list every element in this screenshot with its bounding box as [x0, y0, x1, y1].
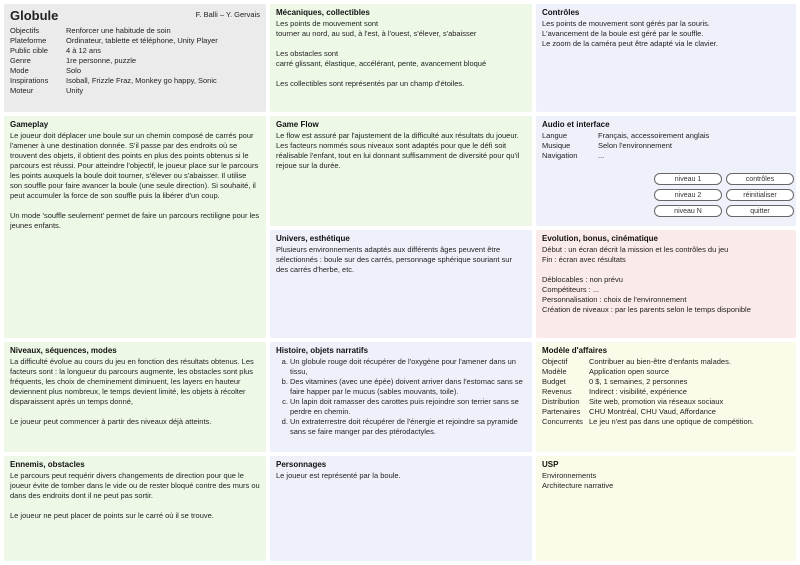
paragraph: Un mode 'souffle seulement' permet de faire un parcours rectiligne pour les jeunes enfants.: [10, 211, 260, 230]
field-key: Musique: [542, 141, 571, 150]
section-title: USP: [542, 460, 559, 469]
header-panel: [4, 4, 266, 112]
field-row: [542, 367, 790, 377]
field-value: Français, accessoirement anglais: [598, 131, 710, 140]
text-line: Les collectibles sont représentés par un champ d'étoiles.: [276, 79, 465, 88]
section-title: Univers, esthétique: [276, 234, 350, 243]
paragraph: La difficulté évolue au cours du jeu en fonction des résultats obtenus. Les facteurs sont : la longueur du parcours augmente, les obstacles sont plus fréquents, les choix de cheminement diminuent, les layers en hauteur deviennent plus nombreux, le temps devient limité, les objets à récolter disparaissent après un temps donné,: [10, 357, 254, 406]
field-row: [10, 36, 260, 46]
paragraph: Le flow est assuré par l'ajustement de la difficulté aux résultats du joueur. Les facteurs nommés sous niveaux sont adaptés pour que le défi soit réalisable l'enfant, tout en lui donnant suffisamment de diversité pour qu'il rejoue sur la durée.: [276, 131, 520, 170]
text-line: Les points de mouvement sont: [276, 19, 379, 28]
text-line: Compétiteurs : ...: [542, 285, 600, 294]
reinitialiser-button[interactable]: réinitialiser: [726, 189, 794, 201]
field-row: [10, 46, 260, 56]
paragraph: Le joueur ne peut placer de points sur le carré où il se trouve.: [10, 511, 214, 520]
text-line: Architecture narrative: [542, 481, 614, 490]
field-value: 4 à 12 ans: [66, 46, 102, 55]
field-key: Concurrents: [542, 417, 583, 426]
field-row: [10, 66, 260, 76]
section-title: Mécaniques, collectibles: [276, 8, 370, 17]
field-value: 0 $, 1 semaines, 2 personnes: [589, 377, 688, 386]
field-key: Moteur: [10, 86, 34, 95]
section-title: Evolution, bonus, cinématique: [542, 234, 659, 243]
paragraph: Plusieurs environnements adaptés aux différents âges peuvent être sélectionnés : boule sur des carrés, personnage sphérique souriant sur des carrés d'herbe, etc.: [276, 245, 512, 274]
field-value: Site web, promotion via réseaux sociaux: [589, 397, 724, 406]
field-key: Modèle: [542, 367, 567, 376]
section-title: Game Flow: [276, 120, 319, 129]
list-item: b. Des vitamines (avec une épée) doivent arriver dans l'estomac sans se faire happer par le mucus (sables mouvants, toile).: [290, 377, 526, 397]
field-key: Revenus: [542, 387, 572, 396]
section-title: Niveaux, séquences, modes: [10, 346, 117, 355]
field-value: ...: [598, 151, 605, 160]
niveau-1-button[interactable]: niveau 1: [654, 173, 722, 185]
text-line: Les obstacles sont: [276, 49, 339, 58]
field-row: [542, 387, 790, 397]
field-row: [542, 397, 790, 407]
story-list: [276, 357, 526, 437]
field-value: 1re personne, puzzle: [66, 56, 137, 65]
field-value: Le jeu n'est pas dans une optique de compétition.: [589, 417, 754, 426]
field-row: [542, 357, 790, 367]
field-value: CHU Montréal, CHU Vaud, Affordance: [589, 407, 716, 416]
paragraph: Le parcours peut requérir divers changements de direction pour que le joueur évite de tomber dans le vide ou de rester bloqué contre des murs ou dans des endroits dont il ne peut pas sortir.: [10, 471, 260, 500]
field-value: Indirect : visibilité, expérience: [589, 387, 687, 396]
controles-button[interactable]: contrôles: [726, 173, 794, 185]
field-row: [542, 151, 790, 161]
controles-panel: [536, 4, 796, 112]
field-value: Renforcer une habitude de soin: [66, 26, 171, 35]
text-line: Fin : écran avec résultats: [542, 255, 626, 264]
field-value: Ordinateur, tablette et téléphone, Unity Player: [66, 36, 218, 45]
section-title: Contrôles: [542, 8, 580, 17]
field-value: Solo: [66, 66, 82, 75]
section-title: Personnages: [276, 460, 327, 469]
field-row: [542, 417, 790, 427]
niveaux-panel: [4, 342, 266, 452]
section-title: Ennemis, obstacles: [10, 460, 85, 469]
section-title: Histoire, objets narratifs: [276, 346, 369, 355]
field-value: Unity: [66, 86, 84, 95]
field-row: [10, 86, 260, 96]
field-key: Budget: [542, 377, 566, 386]
document-title: Globule: [10, 8, 59, 23]
paragraph: Le joueur doit déplacer une boule sur un chemin composé de carrés pour l'amener à une destination donnée. S'il passe par des endroits où se trouvent des objets, il obtient des points en plus des points obtenus si le parcours est réussi. Pour atteindre l'objectif, le joueur place sur le parcours les points auxquels la boule doit tourner, s'élever ou s'abaisser. Il utilise son souffle pour faire avancer la boule (une seule direction). Si souhaité, il peut accumuler la force de son souffle puis la libérer d'un coup.: [10, 131, 259, 200]
field-value: Isoball, Frizzle Fraz, Monkey go happy, Sonic: [66, 76, 217, 85]
usp-panel: [536, 456, 796, 561]
text-line: tourner au nord, au sud, à l'est, à l'ouest, s'élever, s'abaisser: [276, 29, 477, 38]
field-row: [542, 377, 790, 387]
paragraph: Le joueur peut commencer à partir des niveaux déjà atteints.: [10, 417, 212, 426]
field-row: [10, 76, 260, 86]
text-line: Début : un écran décrit la mission et les contrôles du jeu: [542, 245, 729, 254]
niveau-2-button[interactable]: niveau 2: [654, 189, 722, 201]
field-row: [542, 131, 790, 141]
paragraph: Le joueur est représenté par la boule.: [276, 471, 401, 480]
text-line: L'avancement de la boule est géré par le souffle.: [542, 29, 704, 38]
header-fields: [10, 26, 260, 96]
text-line: Environnements: [542, 471, 597, 480]
field-key: Langue: [542, 131, 568, 140]
text-line: Personnalisation : choix de l'environnement: [542, 295, 687, 304]
field-value: Selon l'environnement: [598, 141, 672, 150]
section-title: Modèle d'affaires: [542, 346, 608, 355]
field-key: Mode: [10, 66, 29, 75]
list-item: d. Un extraterrestre doit récupérer de l'énergie et rejoindre sa pyramide sans se faire manger par des ptérodactyles.: [290, 417, 526, 437]
section-title: Audio et interface: [542, 120, 610, 129]
evolution-panel: [536, 230, 796, 338]
field-row: [10, 26, 260, 36]
field-key: Objectifs: [10, 26, 40, 35]
text-line: Le zoom de la caméra peut être adapté via le clavier.: [542, 39, 718, 48]
gameflow-panel: [270, 116, 532, 226]
ennemis-panel: [4, 456, 266, 561]
text-line: Création de niveaux : par les parents selon le temps disponible: [542, 305, 751, 314]
list-item: c. Un lapin doit ramasser des carottes puis rejoindre son terrier sans se perdre en chemin.: [290, 397, 526, 417]
field-key: Distribution: [542, 397, 580, 406]
field-row: [542, 407, 790, 417]
quitter-button[interactable]: quitter: [726, 205, 794, 217]
mecaniques-panel: [270, 4, 532, 112]
field-value: Application open source: [589, 367, 670, 376]
field-key: Genre: [10, 56, 31, 65]
field-key: Inspirations: [10, 76, 49, 85]
audio-panel: [536, 116, 796, 226]
authors: F. Balli – Y. Gervais: [195, 10, 260, 19]
text-line: Les points de mouvement sont gérés par la souris.: [542, 19, 711, 28]
field-key: Navigation: [542, 151, 578, 160]
univers-panel: [270, 230, 532, 338]
niveau-n-button[interactable]: niveau N: [654, 205, 722, 217]
field-row: [10, 56, 260, 66]
field-key: Objectif: [542, 357, 568, 366]
field-key: Public cible: [10, 46, 48, 55]
field-key: Plateforme: [10, 36, 47, 45]
section-title: Gameplay: [10, 120, 49, 129]
field-row: [542, 141, 790, 151]
field-key: Partenaires: [542, 407, 581, 416]
affaires-panel: [536, 342, 796, 452]
gameplay-panel: [4, 116, 266, 338]
histoire-panel: [270, 342, 532, 452]
field-value: Contribuer au bien-être d'enfants malades.: [589, 357, 731, 366]
text-line: carré glissant, élastique, accélérant, pente, avancement bloqué: [276, 59, 487, 68]
personnages-panel: [270, 456, 532, 561]
list-item: a. Un globule rouge doit récupérer de l'oxygène pour l'amener dans un tissu,: [290, 357, 526, 377]
text-line: Déblocables : non prévu: [542, 275, 623, 284]
